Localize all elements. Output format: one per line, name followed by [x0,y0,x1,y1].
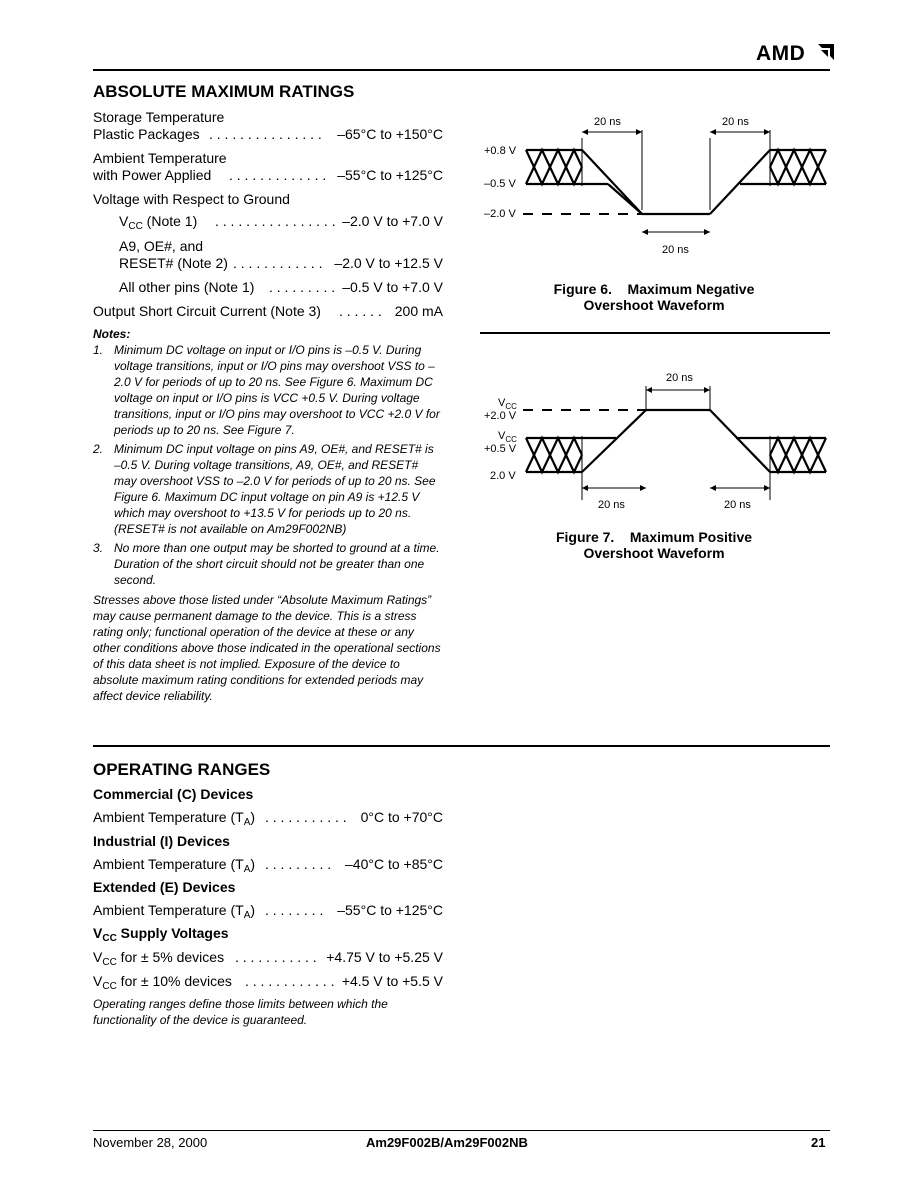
fig6-20ns-c: 20 ns [662,244,689,256]
voltage-label: Voltage with Respect to Ground [93,191,290,207]
commercial-row: Ambient Temperature $(T_A)$ . . . . . . . . . . . 0°C to +70°C [93,809,443,828]
section-rule [93,745,830,747]
commercial-heading: Commercial (C) Devices [93,786,254,802]
plastic-label: Plastic Packages [93,126,200,142]
fig6-y-m20: –2.0 V [484,208,516,220]
other-value: –0.5 V to +7.0 V [342,279,443,295]
figure-7-waveform [478,364,838,514]
a9-label: A9, OE#, and [119,238,204,254]
fig7-20ns-l: 20 ns [598,499,625,511]
fig6-y-p08: +0.8 V [484,145,517,157]
short-row: Output Short Circuit Current (Note 3) . . . . . . 200 mA [93,303,443,319]
vcc-value: –2.0 V to +7.0 V [342,213,443,229]
short-value: 200 mA [394,303,443,319]
note-item [93,342,443,438]
fig7-caption-line2: Overshoot Waveform [583,545,725,561]
vcc5-value: +4.75 V to +5.25 V [326,949,443,965]
reset-value: –2.0 V to +12.5 V [334,255,443,271]
other-label: All other pins (Note 1) [119,279,255,295]
fig7-caption [540,529,768,561]
vcc5-row: $V_{CC}$ for ± 5% devices . . . . . . . . . . . +4.75 V to +5.25 V [93,949,443,968]
note-item [93,540,443,588]
fig7-y-vcc-a: $V_{CC}$ [498,397,517,411]
fig7-y-vcc-b: $V_{CC}$ [498,430,517,444]
footer-page: 21 [811,1135,826,1150]
opr-title: OPERATING RANGES [93,760,271,779]
fig6-y-m05: –0.5 V [484,178,516,190]
other-row: All other pins (Note 1) . . . . . . . . . –0.5 V to +7.0 V [93,279,443,295]
short-label: Output Short Circuit Current (Note 3) [93,303,321,319]
industrial-label: Ambient Temperature $(T_A)$ [93,856,256,875]
fig6-20ns-b: 20 ns [722,116,749,128]
footer-part: Am29F002B/Am29F002NB [366,1135,528,1150]
notes-block [93,326,443,704]
power-value: –55°C to +125°C [337,167,443,183]
fig6-caption [540,281,768,313]
note-number: 1. [93,343,104,357]
fig6-20ns-a: 20 ns [594,116,621,128]
vcc-heading: $V_{CC}$ Supply Voltages [93,925,229,944]
extended-heading: Extended (E) Devices [93,879,236,895]
amr-title: ABSOLUTE MAXIMUM RATINGS [93,82,355,101]
fig6-caption-line2: Overshoot Waveform [583,297,725,313]
fig6-caption-line1: Figure 6. Maximum Negative [553,281,755,297]
logo-text: AMD [756,42,806,65]
vcc10-row: $V_{CC}$ for ± 10% devices . . . . . . . . . . . . +4.5 V to +5.5 V [93,973,443,992]
fig7-20ns-r: 20 ns [724,499,751,511]
note-text: No more than one output may be shorted to ground at a time. Duration of the short circuit should not be greater than one second. [114,541,440,587]
opr-note: Operating ranges define those limits between which the functionality of the device is guaranteed. [93,997,388,1027]
industrial-row: Ambient Temperature $(T_A)$ . . . . . . . . . –40°C to +85°C [93,856,443,875]
fig7-y-p20: +2.0 V [484,410,517,422]
figure-6-waveform [478,110,838,260]
extended-label: Ambient Temperature $(T_A)$ [93,902,256,921]
note-number: 3. [93,541,104,555]
vcc-label: $V_{CC}$ (Note 1) [119,213,198,232]
notes-heading: Notes: [93,327,131,341]
commercial-value: 0°C to +70°C [360,809,443,825]
note-text: Minimum DC voltage on input or I/O pins is –0.5 V. During voltage transitions, input or I/O pins may overshoot VSS to –2.0 V for periods of up to 20 ns. See Figure 6. Maximum DC voltage on input or I/O pins is VCC +0.5 V. During voltage transitions, input or I/O pins may overshoot to VCC +2.0 V for periods up to 20 ns. See Figure 7. [114,343,440,437]
footer-rule [93,1130,830,1131]
figure-divider [480,332,830,334]
note-item [93,441,443,537]
note-text: Minimum DC input voltage on pins A9, OE#, and RESET# is –0.5 V. During voltage transitions, A9, OE#, and RESET# may overshoot VSS to –2.0 V for periods of up to 20 ns. See Figure 6. Maximum DC input voltage on pin A9 is +12.5 V which may overshoot to +13.5 V for periods up to 20 ns. (RESET# is not available on Am29F002NB) [114,442,436,536]
fig7-y-p05: +0.5 V [484,443,517,455]
ambient-label: Ambient Temperature [93,150,227,166]
power-label: with Power Applied [93,167,212,183]
industrial-heading: Industrial (I) Devices [93,833,230,849]
extended-value: –55°C to +125°C [337,902,443,918]
vcc-row: $V_{CC}$ (Note 1) . . . . . . . . . . . . . . . . –2.0 V to +7.0 V [93,213,443,229]
vcc10-label: $V_{CC}$ for ± 10% devices [93,973,232,992]
amd-arrow-icon [818,44,834,60]
header-rule [93,69,830,71]
plastic-row: Plastic Packages . . . . . . . . . . . . . . . –65°C to +150°C [93,126,443,142]
storage-label: Storage Temperature [93,109,225,125]
fig7-caption-line1: Figure 7. Maximum Positive [555,529,753,545]
amd-logo [756,42,805,66]
industrial-value: –40°C to +85°C [345,856,443,872]
power-row: with Power Applied . . . . . . . . . . . . . –55°C to +125°C [93,167,443,183]
note-number: 2. [93,442,104,456]
commercial-label: Ambient Temperature $(T_A)$ [93,809,256,828]
vcc5-label: $V_{CC}$ for ± 5% devices [93,949,225,968]
fig7-20ns-top: 20 ns [666,372,693,384]
reset-label: RESET# (Note 2) [119,255,228,271]
reset-row: RESET# (Note 2) . . . . . . . . . . . . –2.0 V to +12.5 V [93,255,443,271]
plastic-value: –65°C to +150°C [337,126,443,142]
footer-date: November 28, 2000 [93,1135,208,1150]
fig7-y-20: 2.0 V [490,470,516,482]
extended-row: Ambient Temperature $(T_A)$ . . . . . . . . –55°C to +125°C [93,902,443,921]
vcc10-value: +4.5 V to +5.5 V [341,973,443,989]
stress-text: Stresses above those listed under “Absolute Maximum Ratings” may cause permanent damage to the device. This is a stress rating only; functional operation of the device at these or any other conditions above those indicated in the operational sections of this data sheet is not implied. Exposure of the device to absolute maximum rating conditions for extended periods may affect device reliability. [93,593,441,703]
